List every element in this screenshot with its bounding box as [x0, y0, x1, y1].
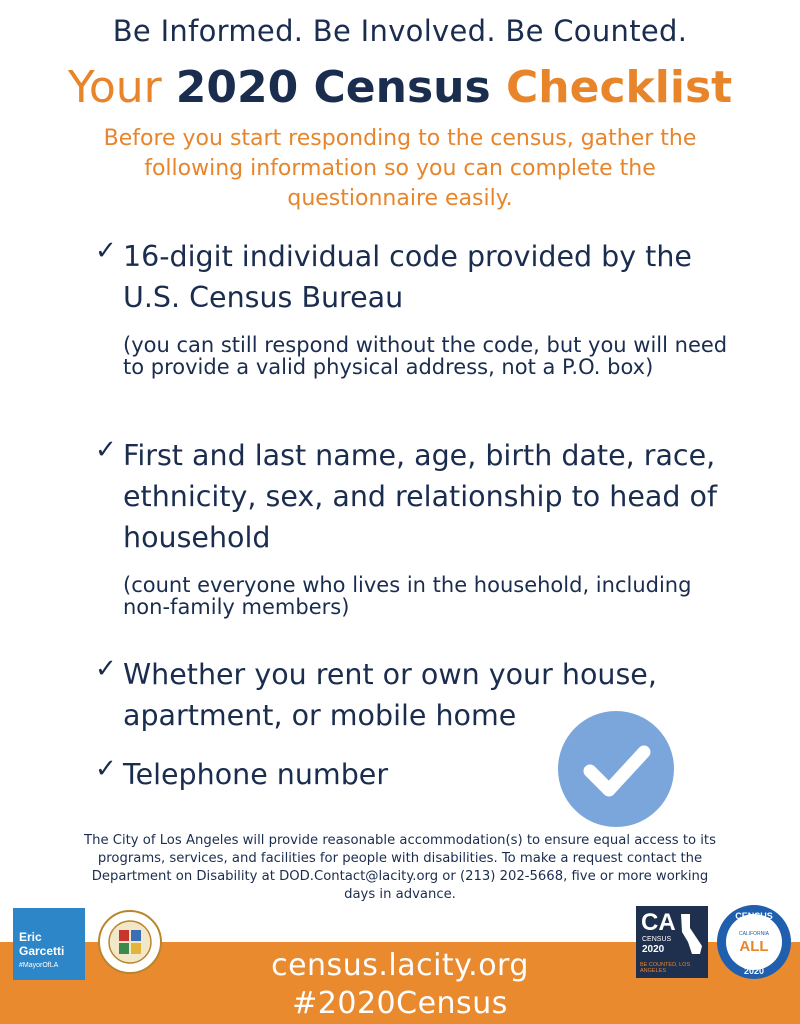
title-your: Your: [67, 62, 176, 113]
checklist-item-main: Telephone number: [123, 758, 389, 791]
svg-text:CENSUS: CENSUS: [735, 911, 773, 921]
check-mark-icon: ✓: [95, 435, 117, 465]
footer-hashtag: #2020Census: [292, 986, 508, 1021]
svg-text:2020: 2020: [743, 966, 765, 976]
eric-garcetti-logo: [13, 908, 85, 980]
ca-logo-text: CA: [641, 909, 676, 936]
title-2020-census: 2020 Census: [175, 62, 506, 113]
city-of-los-angeles-seal-logo: [98, 910, 162, 974]
footer-url-link[interactable]: census.lacity.org: [271, 948, 529, 983]
checklist-item-main: Whether you rent or own your house, apartment, or mobile home: [123, 658, 657, 732]
checklist-item-main: 16-digit individual code provided by the U.S. Census Bureau: [123, 240, 692, 314]
accessibility-disclaimer: The City of Los Angeles will provide reasonable accommodation(s) to ensure equal access to its programs, services, and facilities for people with disabilities. To make a request contact the Department on Disability at DOD.Contact@lacity.org or (213) 202-5668, five or more working days in advance.: [84, 833, 716, 902]
california-for-all-census-badge-logo: [716, 904, 792, 980]
ca-logo-tagline: BE COUNTED, LOS ANGELES: [640, 962, 691, 974]
big-checkmark-icon: [558, 711, 674, 827]
title-checklist: Checklist: [506, 62, 733, 113]
garcetti-handle: #MayorOfLA: [19, 962, 59, 969]
svg-text:ALL: ALL: [739, 938, 769, 955]
check-mark-icon: ✓: [95, 236, 117, 266]
garcetti-name: Eric Garcetti: [19, 930, 65, 958]
tagline: Be Informed. Be Involved. Be Counted.: [112, 14, 688, 48]
page-title: [0, 62, 800, 114]
checklist-item-main: First and last name, age, birth date, race, ethnicity, sex, and relationship to head of household: [123, 439, 717, 554]
check-mark-icon: ✓: [95, 654, 117, 684]
check-mark-icon: ✓: [95, 754, 117, 784]
intro-text: Before you start responding to the census, gather the following information so you can complete the questionnaire easily.: [103, 126, 697, 211]
svg-text:CALIFORNIA: CALIFORNIA: [738, 931, 770, 937]
checklist-item-personal-info: [95, 435, 735, 618]
checklist-item-code: [95, 236, 735, 378]
ca-logo-year: 2020: [642, 944, 665, 955]
checklist-item-note: (you can still respond without the code, but you will need to provide a valid physical address, not a P.O. box): [123, 333, 728, 379]
checklist-item-note: (count everyone who lives in the household, including non-family members): [123, 573, 692, 619]
ca-logo-census: CENSUS: [642, 936, 672, 943]
ca-census-2020-logo: [636, 906, 708, 978]
